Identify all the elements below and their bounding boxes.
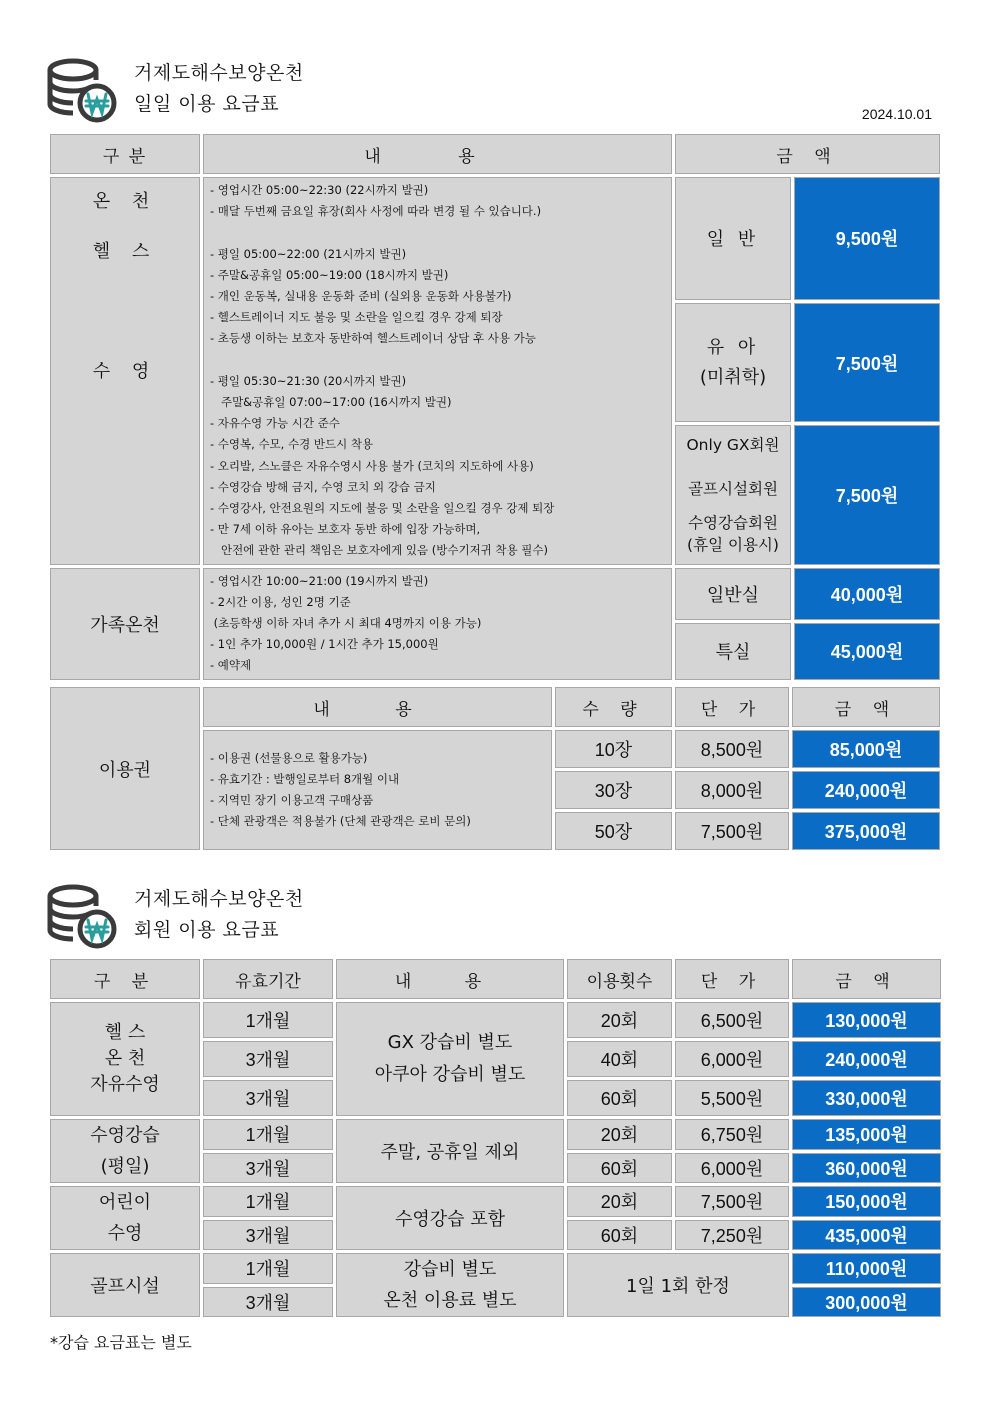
g3-category bbox=[50, 1186, 200, 1250]
main-desc-line: 주말&공휴일 07:00~17:00 (16시까지 발권) bbox=[210, 395, 452, 410]
g4-period: 3개월 bbox=[203, 1287, 333, 1318]
g3-cat-kids: 어린이 bbox=[98, 1192, 152, 1213]
cat-family: 가족온천 bbox=[50, 568, 200, 680]
price-child: 7,500원 bbox=[794, 303, 940, 423]
member-title-line1: 거제도해수보양온천 bbox=[134, 888, 304, 910]
ticket-header-content: 내 용 bbox=[203, 687, 552, 727]
price-member: 7,500원 bbox=[794, 425, 940, 564]
daily-title-line2: 일일 이용 요금표 bbox=[134, 93, 280, 115]
g2-count: 20회 bbox=[567, 1119, 672, 1150]
member-label-swim: 수영강습회원 bbox=[688, 514, 778, 533]
g1-content bbox=[336, 1002, 564, 1116]
g2-unit: 6,000원 bbox=[675, 1153, 789, 1184]
g3-period: 3개월 bbox=[203, 1220, 333, 1251]
g4-content-lesson: 강습비 별도 bbox=[403, 1259, 497, 1280]
ticket-qty: 50장 bbox=[555, 812, 672, 850]
ticket-header-unit: 단 가 bbox=[675, 687, 789, 727]
child-label-line2: (미취학) bbox=[699, 366, 767, 388]
ticket-amount: 375,000원 bbox=[792, 812, 940, 850]
member-title-line2: 회원 이용 요금표 bbox=[134, 919, 280, 941]
price-general-label: 일 반 bbox=[675, 177, 791, 300]
g2-cat-weekday: (평일) bbox=[100, 1156, 150, 1177]
price-general: 9,500원 bbox=[794, 177, 940, 300]
main-desc-line: - 영업시간 05:00~22:30 (22시까지 발권) bbox=[210, 183, 429, 197]
ticket-amount: 85,000원 bbox=[792, 730, 940, 768]
member-label-holiday: (휴일 이용시) bbox=[687, 536, 779, 555]
g2-amount: 360,000원 bbox=[792, 1153, 941, 1184]
g1-count: 20회 bbox=[567, 1002, 672, 1038]
member-header-amount: 금 액 bbox=[792, 959, 941, 999]
member-header-count: 이용횟수 bbox=[567, 959, 672, 999]
member-price-table bbox=[47, 956, 944, 1320]
g4-amount: 110,000원 bbox=[792, 1253, 941, 1284]
main-desc-line: - 수영강사, 안전요원의 지도에 불응 및 소란을 일으킬 경우 강제 퇴장 bbox=[210, 501, 555, 516]
price-child-label bbox=[675, 303, 791, 423]
header-amount: 금 액 bbox=[675, 134, 940, 174]
cat-swim: 수 영 bbox=[92, 361, 158, 382]
g3-unit: 7,500원 bbox=[675, 1186, 789, 1217]
header-content: 내 용 bbox=[203, 134, 672, 174]
ticket-amount: 240,000원 bbox=[792, 771, 940, 809]
family-normal-price: 40,000원 bbox=[794, 568, 940, 620]
g2-unit: 6,750원 bbox=[675, 1119, 789, 1150]
ticket-qty: 30장 bbox=[555, 771, 672, 809]
ticket-description bbox=[203, 730, 552, 850]
coin-database-icon bbox=[46, 56, 122, 124]
main-desc-line: - 초등생 이하는 보호자 동반하여 헬스트레이너 상담 후 사용 가능 bbox=[210, 331, 536, 346]
g3-amount: 435,000원 bbox=[792, 1220, 941, 1251]
family-desc-line: (초등학생 이하 자녀 추가 시 최대 4명까지 이용 가능) bbox=[210, 616, 482, 631]
g2-cat-lesson: 수영강습 bbox=[90, 1125, 160, 1146]
g1-period: 1개월 bbox=[203, 1002, 333, 1038]
ticket-unit: 7,500원 bbox=[675, 812, 789, 850]
g3-cat-swim: 수영 bbox=[107, 1223, 143, 1244]
g1-amount: 240,000원 bbox=[792, 1041, 941, 1077]
g4-category: 골프시설 bbox=[50, 1253, 200, 1317]
g1-category bbox=[50, 1002, 200, 1116]
main-desc-line bbox=[210, 222, 665, 243]
issue-date: 2024.10.01 bbox=[861, 106, 932, 122]
family-normal-label: 일반실 bbox=[675, 568, 791, 620]
family-special-label: 특실 bbox=[675, 623, 791, 680]
cat-onsen: 온 천 bbox=[92, 191, 158, 212]
ticket-header-amount: 금 액 bbox=[792, 687, 940, 727]
ticket-unit: 8,500원 bbox=[675, 730, 789, 768]
g1-content-gx: GX 강습비 별도 bbox=[387, 1032, 513, 1053]
family-special-price: 45,000원 bbox=[794, 623, 940, 680]
g2-period: 3개월 bbox=[203, 1153, 333, 1184]
ticket-category: 이용권 bbox=[50, 687, 200, 850]
member-header-period: 유효기간 bbox=[203, 959, 333, 999]
main-desc-line: - 매달 두번째 금요일 휴장(회사 사정에 따라 변경 될 수 있습니다.) bbox=[210, 204, 542, 219]
g2-period: 1개월 bbox=[203, 1119, 333, 1150]
member-header-unit: 단 가 bbox=[675, 959, 789, 999]
main-desc-line: - 주말&공휴일 05:00~19:00 (18시까지 발권) bbox=[210, 267, 449, 282]
ticket-desc-line: - 단체 관광객은 적용불가 (단체 관광객은 로비 문의) bbox=[210, 814, 471, 829]
g1-period: 3개월 bbox=[203, 1080, 333, 1116]
g3-period: 1개월 bbox=[203, 1186, 333, 1217]
child-label-line1: 유 아 bbox=[706, 336, 760, 358]
g1-amount: 330,000원 bbox=[792, 1080, 941, 1116]
g3-content: 수영강습 포함 bbox=[336, 1186, 564, 1250]
coin-database-icon bbox=[46, 882, 122, 950]
g3-count: 20회 bbox=[567, 1186, 672, 1217]
ticket-unit: 8,000원 bbox=[675, 771, 789, 809]
g1-unit: 6,000원 bbox=[675, 1041, 789, 1077]
g1-count: 60회 bbox=[567, 1080, 672, 1116]
main-desc-line: 안전에 관한 관리 책임은 보호자에게 있음 (방수기저귀 착용 필수) bbox=[210, 543, 549, 558]
ticket-desc-line: - 이용권 (선물용으로 활용가능) bbox=[210, 750, 368, 765]
cat-health: 헬 스 bbox=[92, 241, 158, 262]
ticket-header-qty: 수 량 bbox=[555, 687, 672, 727]
family-desc-line: - 영업시간 10:00~21:00 (19시까지 발권) bbox=[210, 573, 429, 588]
g2-count: 60회 bbox=[567, 1153, 672, 1184]
member-header-category: 구 분 bbox=[50, 959, 200, 999]
g2-content: 주말, 공휴일 제외 bbox=[336, 1119, 564, 1183]
g3-unit: 7,250원 bbox=[675, 1220, 789, 1251]
ticket-desc-line: - 지역민 장기 이용고객 구매상품 bbox=[210, 793, 374, 807]
price-member-label bbox=[675, 425, 791, 564]
family-desc-line: - 2시간 이용, 성인 2명 기준 bbox=[210, 594, 351, 609]
g4-content-onsen: 온천 이용료 별도 bbox=[383, 1290, 517, 1311]
family-desc-line: - 예약제 bbox=[210, 658, 252, 673]
g1-unit: 5,500원 bbox=[675, 1080, 789, 1116]
main-desc-line: - 만 7세 이하 유아는 보호자 동반 하에 입장 가능하며, bbox=[210, 522, 481, 537]
g2-category bbox=[50, 1119, 200, 1183]
main-description bbox=[203, 177, 672, 565]
main-desc-line: - 오리발, 스노클은 자유수영시 사용 불가 (코치의 지도하에 사용) bbox=[210, 458, 534, 473]
g4-content bbox=[336, 1253, 564, 1317]
member-header-content: 내 용 bbox=[336, 959, 564, 999]
g1-cat-health: 헬 스 bbox=[104, 1022, 146, 1043]
g1-count: 40회 bbox=[567, 1041, 672, 1077]
member-label-gx: Only GX회원 bbox=[686, 436, 780, 455]
g1-unit: 6,500원 bbox=[675, 1002, 789, 1038]
g2-amount: 135,000원 bbox=[792, 1119, 941, 1150]
main-desc-line: - 수영복, 수모, 수경 반드시 착용 bbox=[210, 437, 374, 452]
g1-period: 3개월 bbox=[203, 1041, 333, 1077]
g4-period: 1개월 bbox=[203, 1253, 333, 1284]
daily-header bbox=[46, 56, 304, 124]
main-desc-line: - 수영강습 방해 금지, 수영 코치 외 강습 금지 bbox=[210, 479, 436, 494]
g1-amount: 130,000원 bbox=[792, 1002, 941, 1038]
main-desc-line: - 개인 운동복, 실내용 운동화 준비 (실외용 운동화 사용불가) bbox=[210, 289, 512, 304]
main-desc-line: - 평일 05:00~22:00 (21시까지 발권) bbox=[210, 246, 407, 261]
family-description bbox=[203, 568, 672, 680]
g1-content-aqua: 아쿠아 강습비 별도 bbox=[374, 1064, 526, 1085]
ticket-desc-line: - 유효기간 : 발행일로부터 8개월 이내 bbox=[210, 771, 400, 786]
main-desc-line: - 자유수영 가능 시간 준수 bbox=[210, 416, 340, 431]
main-desc-line: - 평일 05:30~21:30 (20시까지 발권) bbox=[210, 373, 407, 388]
g4-amount: 300,000원 bbox=[792, 1287, 941, 1318]
category-onsen-health-swim bbox=[50, 177, 200, 565]
g1-cat-onsen: 온 천 bbox=[104, 1048, 146, 1069]
ticket-qty: 10장 bbox=[555, 730, 672, 768]
main-desc-line: - 헬스트레이너 지도 불응 및 소란을 일으킬 경우 강제 퇴장 bbox=[210, 310, 503, 325]
ticket-table bbox=[47, 684, 943, 853]
g3-amount: 150,000원 bbox=[792, 1186, 941, 1217]
daily-title-line1: 거제도해수보양온천 bbox=[134, 62, 304, 84]
g4-count-unit: 1일 1회 한정 bbox=[567, 1253, 789, 1317]
member-header bbox=[46, 882, 304, 950]
member-label-golf: 골프시설회원 bbox=[688, 480, 778, 499]
daily-price-table bbox=[47, 131, 943, 683]
main-desc-line bbox=[210, 350, 665, 371]
g1-cat-freeswim: 자유수영 bbox=[90, 1074, 160, 1095]
family-desc-line: - 1인 추가 10,000원 / 1시간 추가 15,000원 bbox=[210, 637, 439, 652]
footnote: *강습 요금표는 별도 bbox=[50, 1333, 192, 1352]
g3-count: 60회 bbox=[567, 1220, 672, 1251]
header-category: 구 분 bbox=[50, 134, 200, 174]
